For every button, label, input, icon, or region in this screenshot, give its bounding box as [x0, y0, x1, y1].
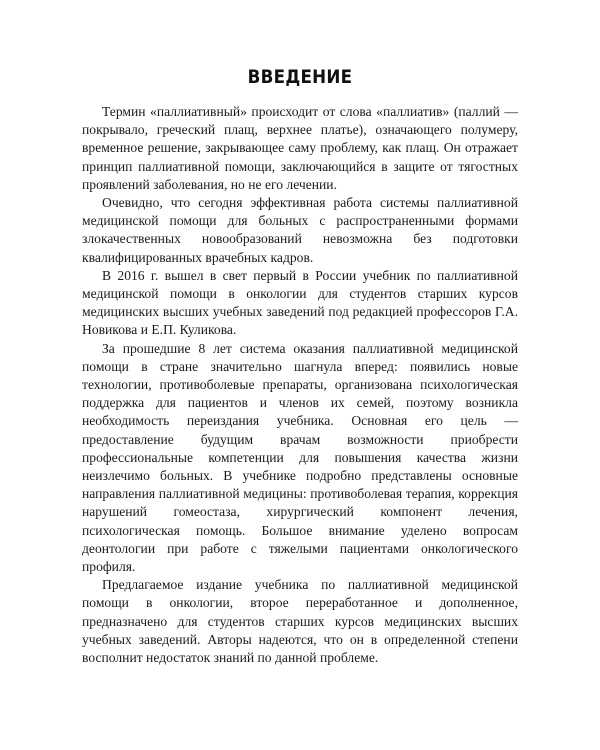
- body-text: [82, 103, 518, 667]
- paragraph-reissue: За прошедшие 8 лет система оказания паллиативной медицинской помощи в стране значительно шагнула вперед: появились новые технологии, противоболевые препараты, организована психологическая поддержка для пациентов и членов их семей, поэтому возникла необходимость переиздания учебника. Основная его цель — предоставление будущим врачам возможности приобрести профессиональные компетенции для повышения качества жизни неизлечимо больных. В учебнике подробно представлены основные направления паллиативной медицины: противоболевая терапия, коррекция нарушений гомеостаза, хирургический компонент лечения, психологическая помощь. Большое внимание уделено вопросам деонтологии при работе с тяжелыми пациентами онкологического профиля.: [82, 340, 518, 575]
- paragraph-current-edition: Предлагаемое издание учебника по паллиативной медицинской помощи в онкологии, второе переработанное и дополненное, предназначено для студентов старших курсов медицинских высших учебных заведений. Авторы надеются, что он в определенной степени восполнит недостаток знаний по данной проблеме.: [82, 577, 518, 666]
- page-heading: ВВЕДЕНИЕ: [247, 66, 353, 88]
- paragraph-first-textbook: В 2016 г. вышел в свет первый в России учебник по паллиативной медицинской помощи в онкологии для студентов старших курсов медицинских высших учебных заведений под редакцией профессоров Г.А. Новикова и Е.П. Куликова.: [82, 267, 518, 338]
- paragraph-personnel: Очевидно, что сегодня эффективная работа системы паллиативной медицинской помощи для больных с распространенными формами злокачественных новообразований невозможна без подготовки квалифицированных врачебных кадров.: [82, 195, 518, 265]
- paragraph-etymology: Термин «паллиативный» происходит от слова «паллиатив» (паллий — покрывало, греческий плащ, верхнее платье), означающего полумеру, временное решение, закрывающее саму проблему, как плащ. Он отражает принцип паллиативной помощи, заключающийся в защите от тягостных проявлений заболевания, но не его лечении.: [82, 104, 518, 192]
